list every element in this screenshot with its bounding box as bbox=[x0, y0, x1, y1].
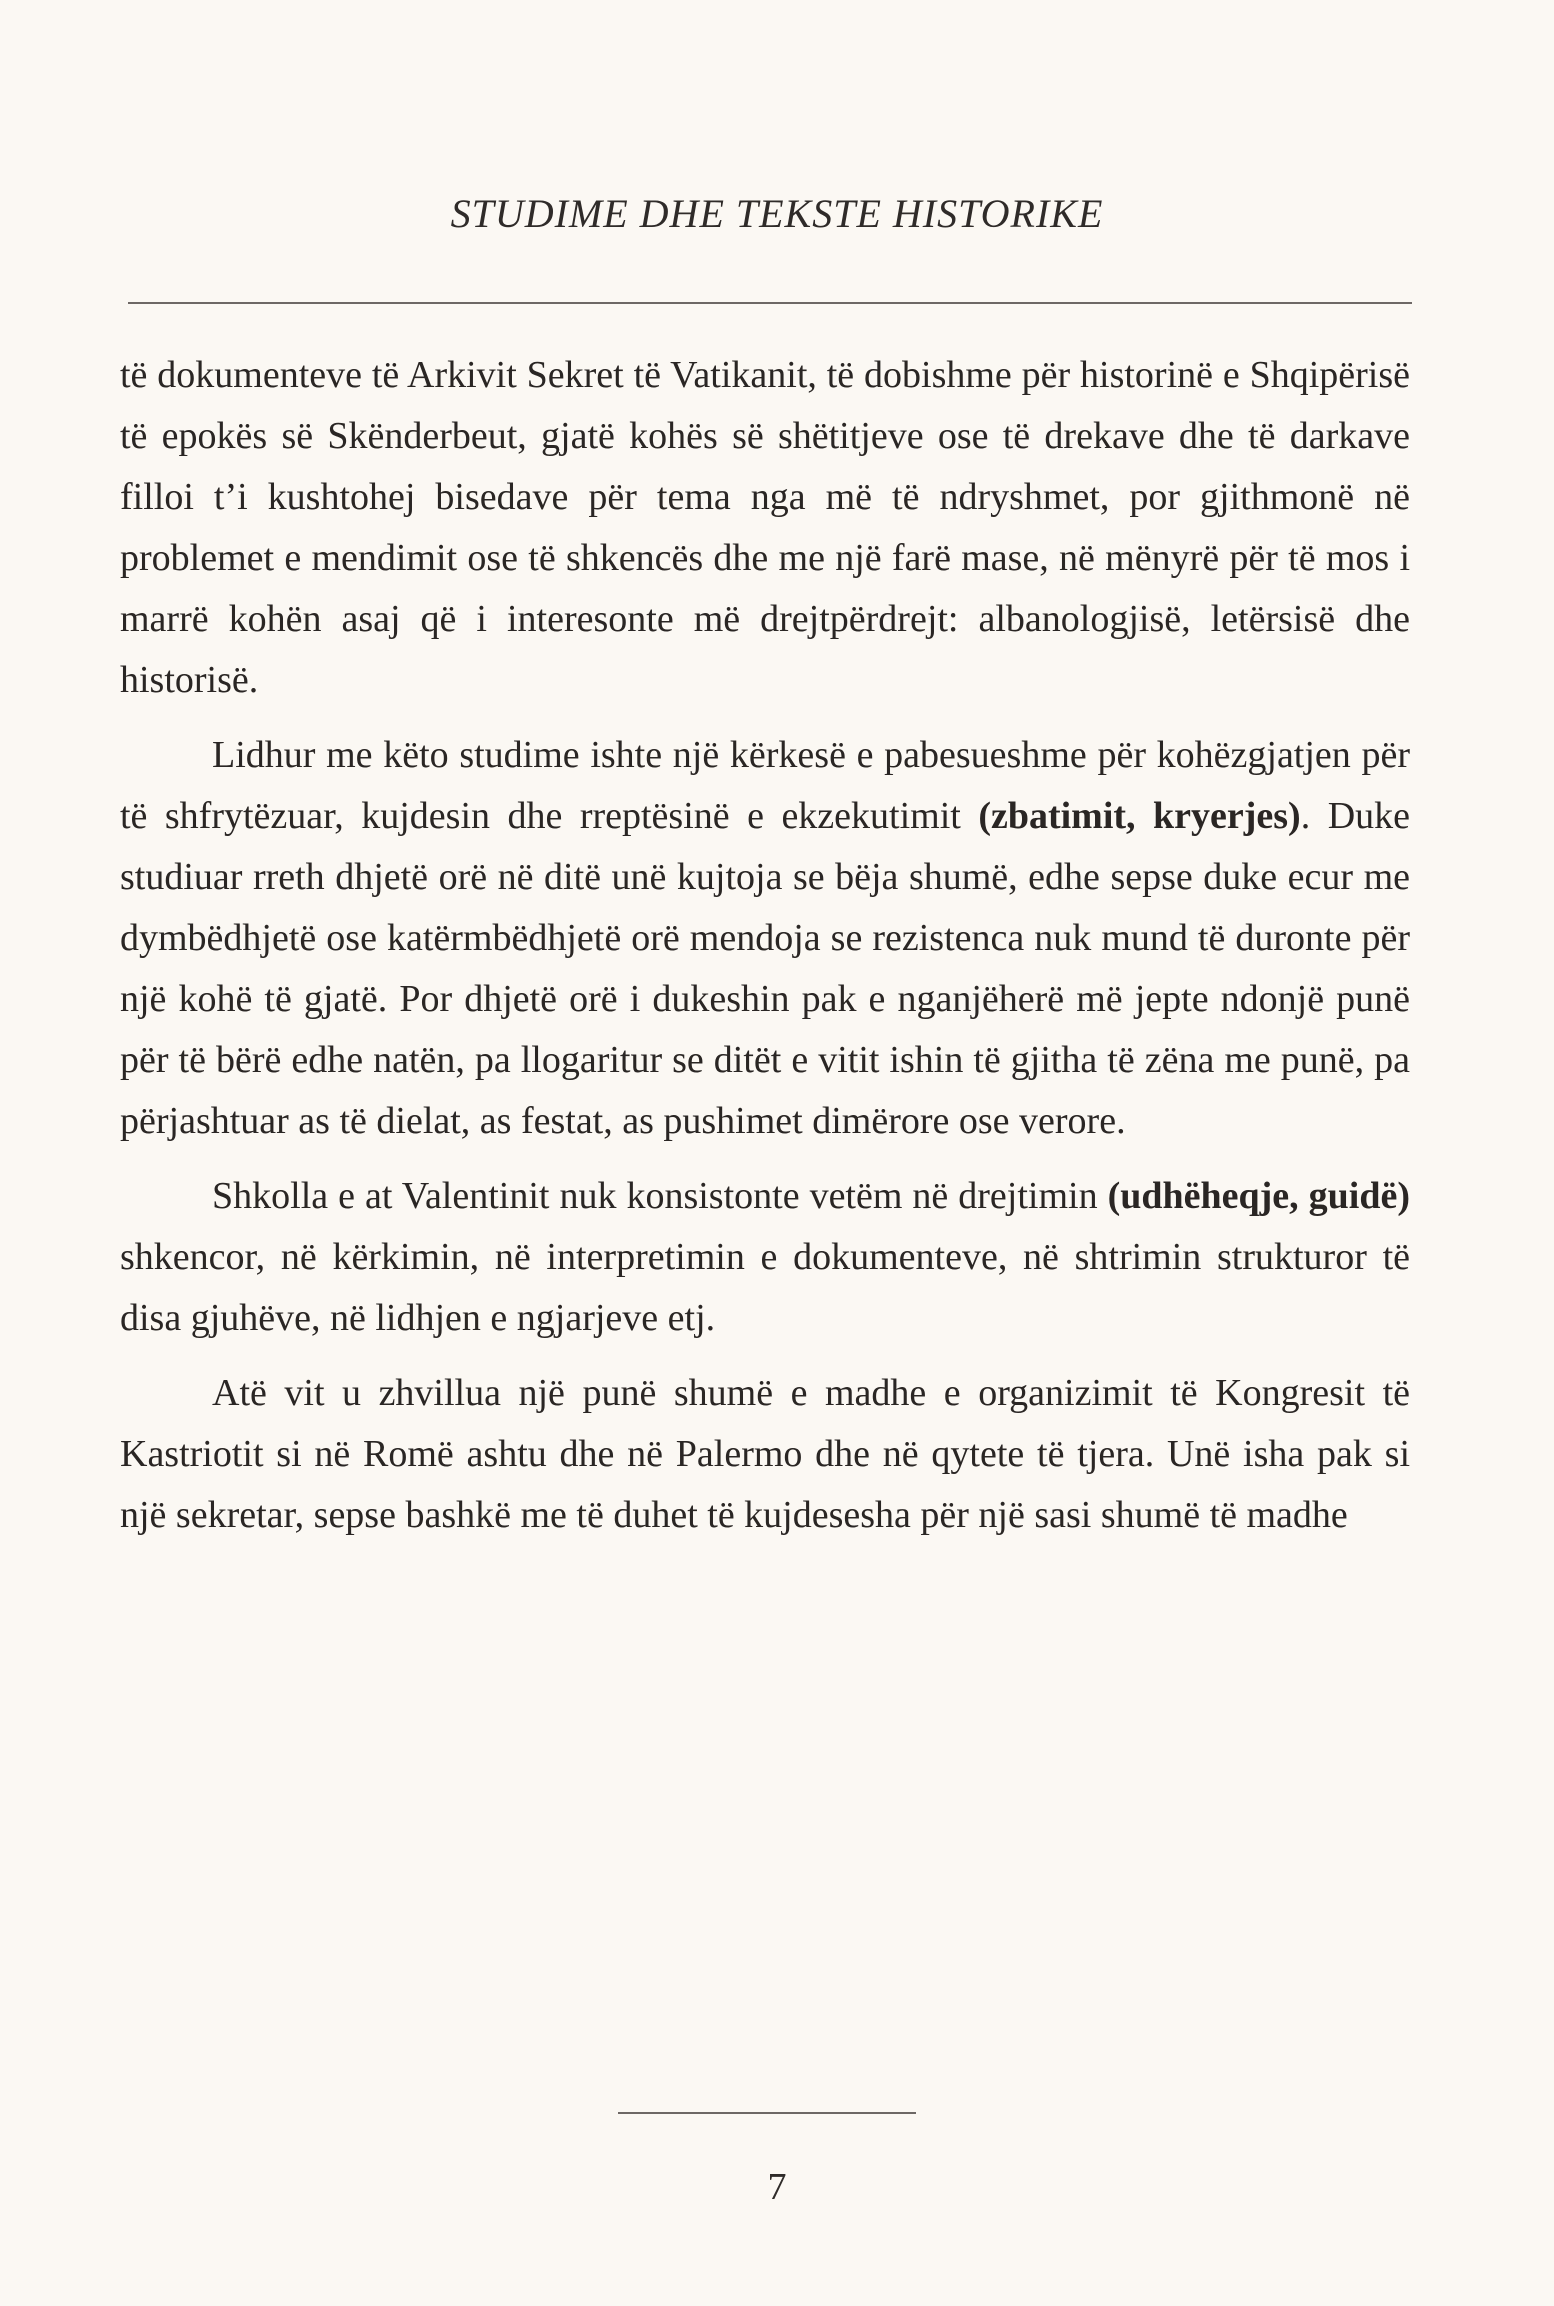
paragraph-2-text-start: Lidhur me këto studime ishte një kërkesë e pabesueshme për kohëzgjatjen për të shfrytëzuar, kujdesin dhe rreptësinë e ekzekutimit bbox=[120, 734, 1410, 837]
paragraph-2-text-end: . Duke studiuar rreth dhjetë orë në ditë unë kujtoja se bëja shumë, edhe sepse duke ecur me dymbëdhjetë ose katërmbëdhjetë orë mendoja se rezistenca nuk mund të duronte për një kohë të gjatë. Por dhjetë orë i dukeshin pak e nganjëherë më jepte ndonjë punë për të bërë edhe natën, pa llogaritur se ditët e vitit ishin të gjitha të zëna me punë, pa përjashtuar as të dielat, as festat, as pushimet dimërore ose verore. bbox=[120, 795, 1410, 1142]
paragraph-3-bold-gloss: (udhëheqje, guidë) bbox=[1107, 1175, 1411, 1217]
page-number: 7 bbox=[767, 2166, 787, 2208]
paragraph-2-bold-gloss: (zbatimit, kryerjes) bbox=[978, 795, 1301, 837]
paragraph-4-text: Atë vit u zhvillua një punë shumë e madhe e organizimit të Kongresit të Kastriotit si në Romë ashtu dhe në Palermo dhe në qytete të tjera. Unë isha pak si një sekretar, sepse bashkë me të duhet të kujdesesha për një sasi shumë të madhe bbox=[120, 1372, 1410, 1536]
paragraph-3-text-end: shkencor, në kërkimin, në interpretimin e dokumenteve, në shtrimin strukturor të disa gjuhëve, në lidhjen e ngjarjeve etj. bbox=[120, 1236, 1410, 1339]
paragraph-2 bbox=[120, 725, 1410, 1152]
body-text bbox=[120, 345, 1410, 1560]
running-head-title: STUDIME DHE TEKSTE HISTORIKE bbox=[450, 191, 1104, 236]
paragraph-1 bbox=[120, 345, 1410, 711]
paragraph-4 bbox=[120, 1363, 1410, 1546]
paragraph-3 bbox=[120, 1166, 1410, 1349]
footer-divider bbox=[618, 2112, 916, 2114]
paragraph-1-text: të dokumenteve të Arkivit Sekret të Vatikanit, të dobishme për historinë e Shqipërisë të epokës së Skënderbeut, gjatë kohës së shëtitjeve ose të drekave dhe të darkave filloi t’i kushtohej bisedave për tema nga më të ndryshmet, por gjithmonë në problemet e mendimit ose të shkencës dhe me një farë mase, në mënyrë për të mos i marrë kohën asaj që i interesonte më drejtpërdrejt: albanologjisë, letërsisë dhe historisë. bbox=[120, 354, 1410, 701]
paragraph-3-text-start: Shkolla e at Valentinit nuk konsistonte vetëm në drejtimin bbox=[212, 1175, 1108, 1217]
header-divider bbox=[128, 302, 1412, 304]
